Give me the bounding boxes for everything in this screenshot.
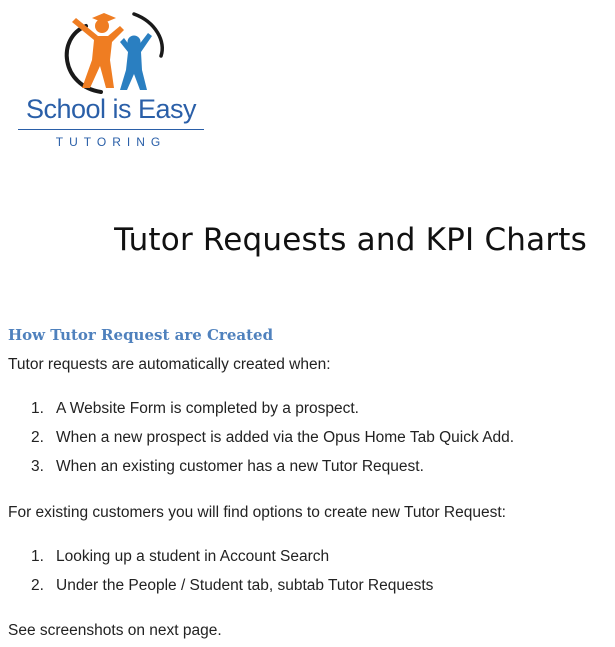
logo-divider xyxy=(18,129,204,130)
intro-paragraph: Tutor requests are automatically created when: xyxy=(8,356,331,373)
list-text: Looking up a student in Account Search xyxy=(56,548,330,565)
list-number: 2. xyxy=(31,577,44,594)
logo-wordmark: School is Easy xyxy=(25,94,197,124)
list-number: 1. xyxy=(31,400,44,417)
footer-note: See screenshots on next page. xyxy=(8,622,222,639)
list-number: 1. xyxy=(31,548,44,565)
list-number: 2. xyxy=(31,429,44,446)
page-title: Tutor Requests and KPI Charts xyxy=(114,222,587,258)
logo-tagline: TUTORING xyxy=(55,135,167,149)
list-text: When an existing customer has a new Tutor Request. xyxy=(56,458,424,475)
school-is-easy-logo xyxy=(16,8,206,153)
section-heading: How Tutor Request are Created xyxy=(8,326,274,344)
list-text: Under the People / Student tab, subtab Tutor Requests xyxy=(56,577,434,594)
list-number: 3. xyxy=(31,458,44,475)
logo-figures-icon xyxy=(16,8,206,98)
list-text: When a new prospect is added via the Opus Home Tab Quick Add. xyxy=(56,429,515,446)
existing-customers-paragraph: For existing customers you will find options to create new Tutor Request: xyxy=(8,504,506,521)
list-text: A Website Form is completed by a prospect. xyxy=(56,400,359,417)
